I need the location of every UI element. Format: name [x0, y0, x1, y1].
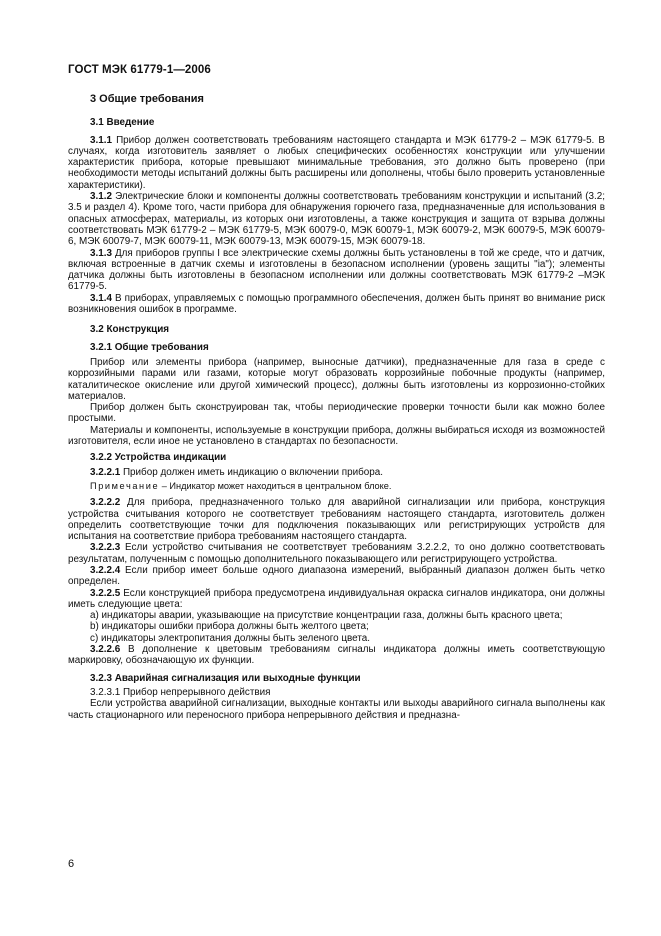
document-header: ГОСТ МЭК 61779-1—2006: [68, 64, 211, 76]
page-content: [68, 94, 605, 721]
note-label: Примечание: [90, 480, 160, 491]
clause-number: 3.2.2.4: [90, 564, 121, 576]
paragraph-text: Если конструкцией прибора предусмотрена индивидуальная окраска сигналов индикатора, они должны иметь следующие цвета:: [68, 587, 605, 610]
clause-number: 3.1.3: [90, 247, 112, 259]
paragraph-text: Если прибор имеет больше одного диапазона измерений, выбранный диапазон должен быть четко определен.: [68, 564, 605, 588]
clause-number: 3.2.2.5: [90, 587, 121, 599]
paragraph-3-2-2-5: [68, 588, 605, 611]
paragraph-3-2-2-4: [68, 565, 605, 588]
clause-number: 3.2.2.1: [90, 466, 121, 478]
clause-number: 3.1.2: [90, 191, 112, 203]
paragraph-3-2-2-2: [68, 497, 605, 542]
page-number: 6: [68, 858, 75, 870]
list-item-a: a) индикаторы аварии, указывающие на присутствие концентрации газа, должны быть красного цвета;: [90, 610, 563, 622]
clause-number: 3.2.2.3: [90, 542, 121, 554]
list-item-b: b) индикаторы ошибки прибора должны быть желтого цвета;: [90, 621, 369, 633]
paragraph-text: Для приборов группы I все электрические схемы должны быть установлены в той же среде, что и датчик, включая встроенные в датчик схемы и изготовлены в безопасном исполнении (уровень защиты "ia"); элементы датчика должны быть изготовлены в безопасном исполнении или должны соответствовать МЭК 61779-2 –МЭК 61779-5.: [68, 247, 605, 293]
paragraph-3-2-1-c: Материалы и компоненты, используемые в конструкции прибора, должны выбираться исходя из возможностей изготовителя, если иное не установлено в стандартах по безопасности.: [68, 424, 605, 448]
clause-number: 3.2.2.6: [90, 644, 121, 656]
paragraph-3-1-4: [68, 293, 605, 316]
paragraph-3-2-3-1-body: Если устройства аварийной сигнализации, выходные контакты или выходы аварийного сигнала выполнены как часть стационарного или переносного прибора непрерывного действия и предназна-: [68, 698, 605, 721]
clause-number: 3.2.3.1: [90, 686, 121, 698]
paragraph-3-1-3: [68, 248, 605, 293]
paragraph-3-1-1: [68, 135, 605, 191]
paragraph-text: В дополнение к цветовым требованиям сигналы индикатора должны иметь соответствующую маркировку, обозначающую их функции.: [68, 644, 606, 667]
note-text: – Индикатор может находиться в центральном блоке.: [161, 480, 392, 491]
clause-number: 3.1.1: [90, 134, 112, 146]
paragraph-text: Электрические блоки и компоненты должны соответствовать требованиям конструкции и испытаний (3.2; 3.5 и раздел 4). Кроме того, части прибора для обнаружения горючего газа, предназначенные для использования в опасных атмосферах, материалы, из которых они изготовлены, а также конструкция и защита от взрыва должны соответствовать МЭК 61779-2 – МЭК 61779-5, МЭК 60079-0, МЭК 60079-1, МЭК 60079-2, МЭК 60079-5, МЭК 60079-6, МЭК 60079-7, МЭК 60079-11, МЭК 60079-13, МЭК 60079-15, МЭК 60079-18.: [68, 191, 605, 248]
paragraph-3-2-3-1: [68, 687, 605, 698]
clause-number: 3.1.4: [90, 292, 112, 304]
paragraph-text: Прибор непрерывного действия: [122, 686, 271, 698]
clause-number: 3.2.2.2: [90, 497, 121, 509]
paragraph-text: Для прибора, предназначенного только для аварийной сигнализации или прибора, конструкция устройства считывания которого не соответствует требованиям настоящего стандарта, изготовитель должен определить соответствующие точки для подключения показывающих или регистрирующих устройств для испытания на соответствие прибора требованиям настоящего стандарта.: [68, 497, 605, 543]
section-3-2-2-title: 3.2.2 Устройства индикации: [90, 452, 227, 464]
section-3-2-3-title: 3.2.3 Аварийная сигнализация или выходные функции: [90, 672, 361, 684]
paragraph-text: Прибор должен соответствовать требованиям настоящего стандарта и МЭК 61779-2 – МЭК 61779-5. В случаях, когда изготовитель заявляет о любых специфических особенностях конструкции или улучшении характеристик прибора, которые превышают минимальные требования, это должно быть проверено (при необходимости методы испытаний должны быть расширены или дополнены, чтобы было проверить установленные характеристики).: [68, 134, 605, 191]
paragraph-text: Если устройство считывания не соответствует требованиям 3.2.2.2, то оно должно соответствовать результатам, полученным с помощью дополнительного показывающего или регистрирующего устройства.: [68, 542, 605, 565]
paragraph-3-2-1-b: Прибор должен быть сконструирован так, чтобы периодические проверки точности были как можно более простыми.: [68, 402, 605, 425]
paragraph-3-2-2-1: [68, 467, 605, 478]
section-3-title: 3 Общие требования: [90, 93, 204, 105]
list-item-c: c) индикаторы электропитания должны быть зеленого цвета.: [90, 632, 370, 644]
paragraph-3-2-1-a: Прибор или элементы прибора (например, выносные датчики), предназначенные для газа в среде с коррозийными парами или газами, которые могут образовать коррозийные побочные продукты (например, каталитическое окисление или другой химический процесс), должны быть изготовлены из коррозионно-стойких материалов.: [68, 356, 605, 402]
section-3-1-title: 3.1 Введение: [90, 117, 155, 129]
paragraph-3-2-2-6: [68, 644, 605, 667]
paragraph-3-1-2: [68, 191, 605, 247]
note: [90, 481, 605, 492]
section-3-2-1-title: 3.2.1 Общие требования: [90, 341, 209, 353]
paragraph-text: Прибор должен иметь индикацию о включении прибора.: [122, 466, 383, 478]
paragraph-3-2-2-3: [68, 542, 605, 565]
section-3-2-title: 3.2 Конструкция: [90, 324, 170, 336]
paragraph-text: В приборах, управляемых с помощью программного обеспечения, должен быть принят во внимание риск возникновения ошибок в программе.: [68, 292, 605, 316]
